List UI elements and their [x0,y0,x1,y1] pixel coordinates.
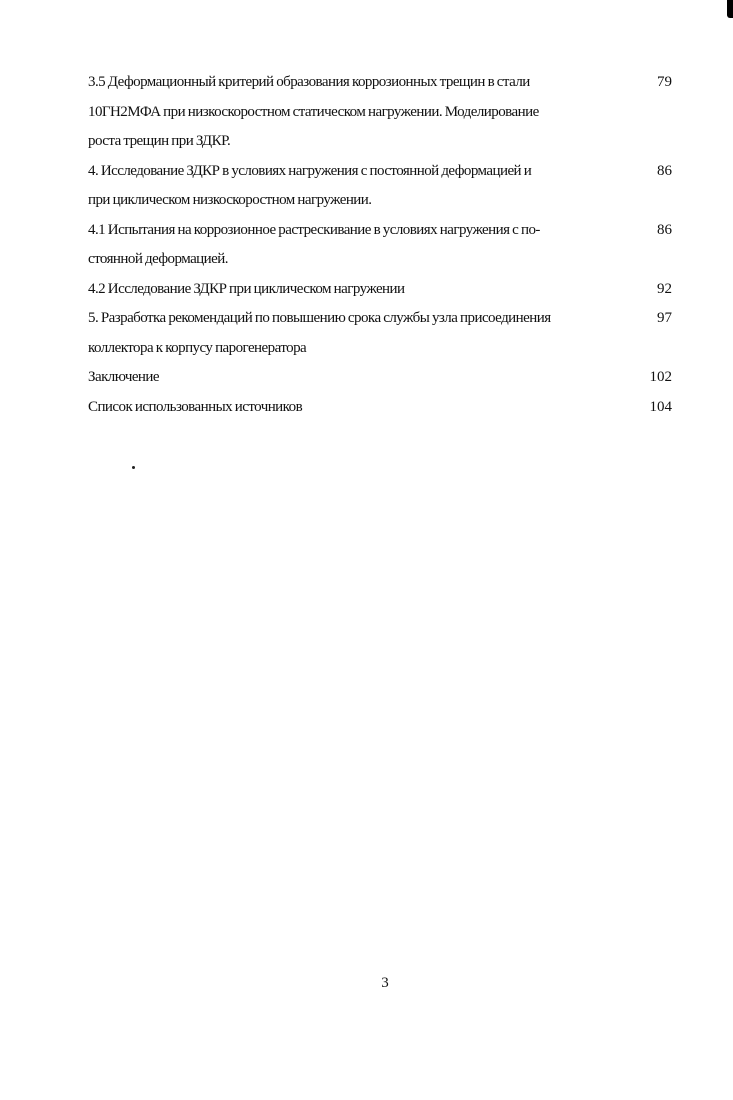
toc-entry-line: 5. Разработка рекомендаций по повышению срока службы узла присоединения [88,310,551,326]
toc-entry-line: 10ГН2МФА при низкоскоростном статическом нагружении. Моделирование [88,103,539,120]
toc-page-number: 102 [649,369,672,385]
toc-entry-line: коллектора к корпусу парогенератора [88,339,307,356]
toc-entry-4 [88,157,678,216]
toc-page-number: 104 [649,398,672,415]
toc-entry-title [88,304,628,363]
toc-page-number: 86 [657,162,672,179]
toc-entry-4-2 [88,275,678,305]
toc-page-number: 79 [657,74,672,90]
scan-edge-mark [727,0,733,18]
toc-entry-title [88,68,628,157]
toc-entry-line: Список использованных источников [88,398,303,415]
toc-page-number: 86 [657,221,672,238]
toc-entry-conclusion [88,363,678,393]
toc-entry-line: 4.1 Испытания на коррозионное растрескивание в условиях нагружения с по- [88,221,540,238]
toc-page-number: 97 [657,310,672,326]
toc-entry-references [88,393,678,423]
toc-entry-line: 3.5 Деформационный критерий образования коррозионных трещин в стали [88,74,530,90]
toc-entry-5 [88,304,678,363]
toc-entry-line: Заключение [88,369,159,385]
toc-entry-line: стоянной деформацией. [88,251,228,267]
toc-entry-title [88,363,628,393]
stray-dot [132,466,135,469]
toc-entry-title [88,216,628,275]
toc-entry-title [88,275,628,305]
toc-entry-line: 4. Исследование ЗДКР в условиях нагружения с постоянной деформацией и [88,162,532,179]
toc-entry-line: при циклическом низкоскоростном нагружении. [88,192,372,208]
toc-entry-title [88,157,628,216]
toc-entry-4-1 [88,216,678,275]
toc-entry-title [88,393,628,423]
table-of-contents [88,68,678,422]
toc-page-number: 92 [657,280,672,297]
toc-entry-line: роста трещин при ЗДКР. [88,133,231,149]
toc-entry-line: 4.2 Исследование ЗДКР при циклическом нагружении [88,280,405,297]
page-number: 3 [381,975,389,991]
toc-entry-3-5 [88,68,678,157]
